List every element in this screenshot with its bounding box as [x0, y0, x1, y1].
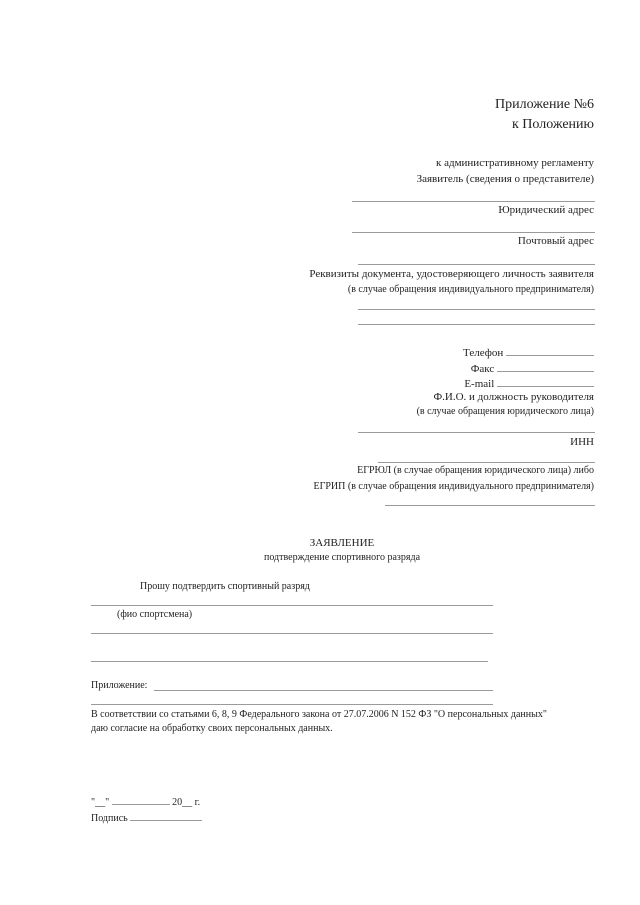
egrip-line [385, 505, 595, 506]
signature-field [91, 809, 202, 824]
legal-address-line [352, 232, 595, 233]
signature-label: Подпись [91, 813, 128, 824]
applicant-title: Заявитель (сведения о представителе) [416, 173, 594, 185]
statement-subtitle: подтверждение спортивного разряда [263, 552, 421, 563]
id-document-line-1 [358, 309, 595, 310]
inn-label: ИНН [570, 436, 594, 448]
email-label: E-mail [464, 378, 495, 390]
email-field [464, 375, 594, 390]
postal-address-line [358, 264, 595, 265]
id-document-note: (в случае обращения индивидуального предпринимателя) [347, 284, 594, 295]
consent-text-line-2: даю согласие на обработку своих персональных данных. [91, 723, 333, 734]
date-day: "__" [91, 797, 110, 808]
athlete-name-caption: (фио спортсмена) [117, 609, 193, 620]
id-document-line-2 [358, 324, 595, 325]
fax-label: Факс [470, 363, 495, 375]
appendix-title: Приложение №6 [495, 97, 594, 112]
egrul-label: ЕГРЮЛ (в случае обращения юридического лица) либо [357, 465, 594, 476]
inn-line [378, 462, 595, 463]
attachment-label: Приложение: [91, 680, 148, 691]
applicant-line [352, 201, 595, 202]
email-line [497, 375, 594, 387]
consent-text-line-1: В соответствии со статьями 6, 8, 9 Федерального закона от 27.07.2006 N 152 ФЗ "О персональных данных" [91, 709, 547, 720]
phone-field [463, 344, 594, 359]
request-line [91, 605, 493, 606]
athlete-line-1 [91, 633, 493, 634]
head-line [358, 432, 595, 433]
attachment-line-2 [91, 704, 493, 705]
statement-title: ЗАЯВЛЕНИЕ [309, 537, 375, 549]
egrip-label: ЕГРИП (в случае обращения индивидуального предпринимателя) [313, 481, 594, 492]
signature-line [130, 809, 202, 821]
athlete-line-2 [91, 661, 488, 662]
head-note: (в случае обращения юридического лица) [416, 406, 594, 417]
phone-label: Телефон [463, 347, 504, 359]
date-month-line [112, 793, 170, 805]
legal-address-label: Юридический адрес [498, 204, 594, 216]
postal-address-label: Почтовый адрес [517, 235, 594, 247]
appendix-subtitle: к Положению [511, 117, 594, 132]
request-text: Прошу подтвердить спортивный разряд [140, 581, 310, 592]
admin-regulation: к административному регламенту [436, 157, 594, 169]
fax-line [497, 360, 594, 372]
date-field [91, 793, 200, 808]
date-year: 20__ г. [172, 797, 201, 808]
fax-field [471, 360, 594, 375]
phone-line [506, 344, 594, 356]
attachment-line-1 [154, 690, 493, 691]
head-label: Ф.И.О. и должность руководителя [433, 391, 594, 403]
id-document-label: Реквизиты документа, удостоверяющего личность заявителя [309, 268, 594, 280]
